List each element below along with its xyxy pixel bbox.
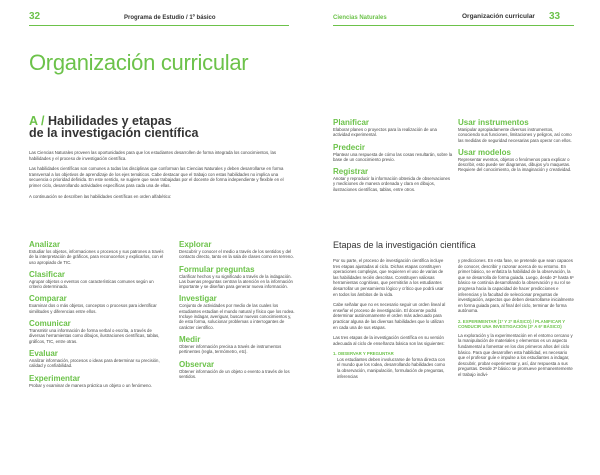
page-title: Organización curricular [29, 50, 249, 75]
skill-name: Analizar [29, 240, 61, 249]
skills-column-4 [458, 118, 574, 178]
skill-item-observar [179, 360, 297, 380]
skills-column-3 [333, 118, 453, 197]
skill-desc: Descubrir y conocer el medio a través de los sentidos y del contacto directo, tanto en la sala de clases como en terreno. [179, 249, 294, 260]
skill-item-usar-instrumentos [458, 118, 574, 143]
stages-column-1 [333, 258, 449, 384]
skill-name: Clasificar [29, 269, 66, 279]
section-a-paragraph-1: Las Ciencias Naturales proveen las oportunidades para que los estudiantes desarrollen de forma integrada los conocimientos, las habilidades y el proceso de investigación científica. [29, 150, 276, 161]
header-rule-left [29, 25, 289, 26]
section-a-paragraph-2: Las habilidades científicas son comunes a todas las disciplinas que conforman las Ciencias Naturales y deben desarrollarse en forma transversal a los objetivos de aprendizaje de los ejes temáticos. Cabe destacar que el trabajo con estas habilidades no implica una secuencia o prioridad definida. En este sentido, se sugiere que sean trabajadas por el docente de forma independiente y flexible en el primer ciclo, desarrollando actividades específicas para cada una de ellas. [29, 166, 284, 188]
skill-name: Comunicar [29, 319, 71, 329]
right-running-title: Organización curricular [462, 13, 535, 20]
section-a-body [29, 150, 295, 204]
stages-paragraph-1: Por su parte, el proceso de investigación científica incluye tres etapas ajustadas al ciclo. Dichas etapas constituyen operaciones complejas, que requieren el uso de varias de las habilidades recién descritas. Constituyen valiosas herramientas cognitivas, que permitirán a los estudiantes desarrollar un pensamiento lógico y crítico que podrá usar en todos los ámbitos de la vida. [333, 258, 444, 297]
left-running-title: Programa de Estudio / 1º básico [124, 15, 216, 21]
skill-name: Registrar [333, 167, 369, 177]
left-page-number: 32 [29, 11, 41, 22]
skill-item-planificar [333, 118, 453, 138]
skill-desc: Examinar dos o más objetos, conceptos o procesos para identificar similitudes y diferencias entre ellos. [29, 303, 157, 314]
skill-desc: Anotar y reproducir la información obtenida de observaciones y mediciones de manera ordenada y clara en dibujos, ilustraciones científicas, tablas, entre otros. [333, 176, 451, 192]
skills-column-1 [29, 240, 167, 393]
skill-item-comunicar [29, 319, 167, 344]
skill-name: Planificar [333, 118, 370, 127]
skill-desc: Probar y examinar de manera práctica un objeto o un fenómeno. [29, 382, 153, 388]
skill-name: Predecir [333, 142, 366, 152]
skill-item-evaluar [29, 349, 167, 369]
skills-column-2 [179, 240, 297, 384]
section-a-title-line2: de la investigación científica [29, 126, 199, 140]
skill-desc: Manipular apropiadamente diversos instrumentos, conociendo sus funciones, limitaciones y peligros, así como las medidas de seguridad necesarias para operar con ellos. [458, 127, 572, 143]
skill-name: Usar modelos [458, 147, 511, 157]
skill-item-comparar [29, 294, 167, 314]
skill-name: Experimentar [29, 373, 81, 383]
skill-desc: Obtener información de un objeto o evento a través de los sentidos. [179, 368, 290, 379]
skill-item-experimentar [29, 374, 167, 388]
skill-desc: Conjunto de actividades por medio de las cuales los estudiantes estudian el mundo natural y físico que los rodea. Incluye indagar, averiguar, buscar nuevos conocimientos y, de esta forma, solucionar problemas o interrogantes de carácter científico. [179, 303, 295, 330]
skill-name: Usar instrumentos [458, 118, 529, 127]
skill-name: Investigar [179, 294, 217, 304]
skill-desc: Plantear una respuesta de cómo las cosas resultarán, sobre la base de un conocimiento previo. [333, 151, 453, 162]
skill-item-usar-modelos [458, 148, 574, 173]
stages-column-2 [458, 258, 574, 383]
stages-paragraph-3: Las tres etapas de la investigación científica en su versión adecuada al ciclo de enseñanza básica son las siguientes: [333, 335, 445, 346]
skill-name: Formular preguntas [179, 264, 255, 274]
skill-item-predecir [333, 143, 453, 163]
stages-col2-paragraph-1: y predicciones. En esta fase, se pretende que sean capaces de conocer, describir y razonar acerca de su entorno. En primer básico, se enfatiza la habilidad de la observación, la que se desarrolla de forma guiada. Luego, desde 2º hasta 6º básico se continúa desarrollando la observación y su rol se progresa hacia la capacidad de hacer predicciones e inferencias y la facultad de seleccionar preguntas de investigación, aspectos que deben desarrollarse inicialmente en forma guiada para, al final del ciclo, terminar de forma autónoma. [458, 258, 574, 314]
skill-name: Evaluar [29, 348, 58, 358]
section-a-title-line1: Habilidades y etapas [48, 114, 172, 128]
skill-item-formular-preguntas [179, 265, 297, 290]
skill-item-investigar [179, 294, 297, 329]
stage-2-label: 2. EXPERIMENTAR (1º Y 2º BÁSICO) / PLANIFICAR Y CONDUCIR UNA INVESTIGACIÓN (3º A 6º BÁSICO) [458, 318, 566, 330]
skill-desc: Obtener información precisa a través de instrumentos pertinentes (regla, termómetro, etc). [179, 343, 282, 355]
skill-desc: Elaborar planes o proyectos para la realización de una actividad experimental. [333, 127, 437, 138]
skill-desc: Analizar información, procesos o ideas para determinar su precisión, calidad y confiabilidad. [29, 357, 160, 369]
skill-desc: Clarificar hechos y su significado a través de la indagación. Las buenas preguntas centran la atención en la información importante y se diseñan para generar nueva información. [179, 273, 293, 290]
stages-col2-paragraph-2: La exploración y la experimentación en el entorno cercano y la manipulación de materiales y elementos es un aspecto fundamental a fomentar en los dos primeros años del ciclo básico. Para que desarrollen esta habilidad, es necesario que el profesor guíe e impulse a los estudiantes a indagar, descubrir, probar experimentar y, así, dar respuesta a sus preguntas. Desde 2º básico se promueve permanentemente el trabajo indivi- [458, 332, 573, 377]
right-page-number: 33 [549, 11, 561, 22]
skill-item-registrar [333, 167, 453, 192]
skill-desc: Representar eventos, objetos o fenómenos para explicar o describir, esto puede ser diagramas, dibujos y/o maquetas. Requiere del conocimiento, de la imaginación y creatividad. [458, 156, 572, 173]
section-a-intro-list: A continuación se describen las habilidades científicas en orden alfabético: [29, 193, 172, 199]
skill-desc: Transmitir una información de forma verbal o escrita, a través de diversas herramientas como dibujos, ilustraciones científicas, tablas, gráficos, TIC, entre otras. [29, 328, 160, 344]
skill-desc: Estudiar los objetos, informaciones o procesos y sus patrones a través de la interpretación de gráficos, para reconocerlos y explicarlos, con el uso apropiado de TIC. [29, 249, 164, 265]
section-a-title [29, 115, 299, 139]
skill-item-clasificar [29, 270, 167, 290]
stage-1-label: 1. OBSERVAR Y PREGUNTAR [333, 351, 394, 357]
stages-paragraph-2: Cabe señalar que no es necesario seguir un orden lineal al enseñar el proceso de investigación. El docente podrá determinar autónomamente el orden más adecuado para practicar alguna de las diversas habilidades que lo utilizan en cada una de sus etapas. [333, 302, 446, 330]
skill-name: Observar [179, 359, 215, 369]
skill-item-analizar [29, 240, 167, 265]
right-section-label: Ciencias Naturales [333, 15, 387, 21]
skill-name: Medir [179, 334, 201, 344]
stage-1-text: Los estudiantes deben involucrarse de forma directa con el mundo que los rodea, desarrollando habilidades como la observación, manipulación, formulación de preguntas, inferencias [337, 356, 445, 379]
skill-item-medir [179, 335, 297, 355]
stages-title: Etapas de la investigación científica [333, 240, 476, 250]
header-rule-right [333, 25, 574, 26]
skill-item-explorar [179, 240, 297, 260]
skill-name: Comparar [29, 294, 67, 304]
section-a-slash: A / [29, 114, 45, 128]
skill-desc: Agrupar objetos o eventos con características comunes según un criterio determinado. [29, 278, 154, 290]
skill-name: Explorar [179, 240, 212, 249]
